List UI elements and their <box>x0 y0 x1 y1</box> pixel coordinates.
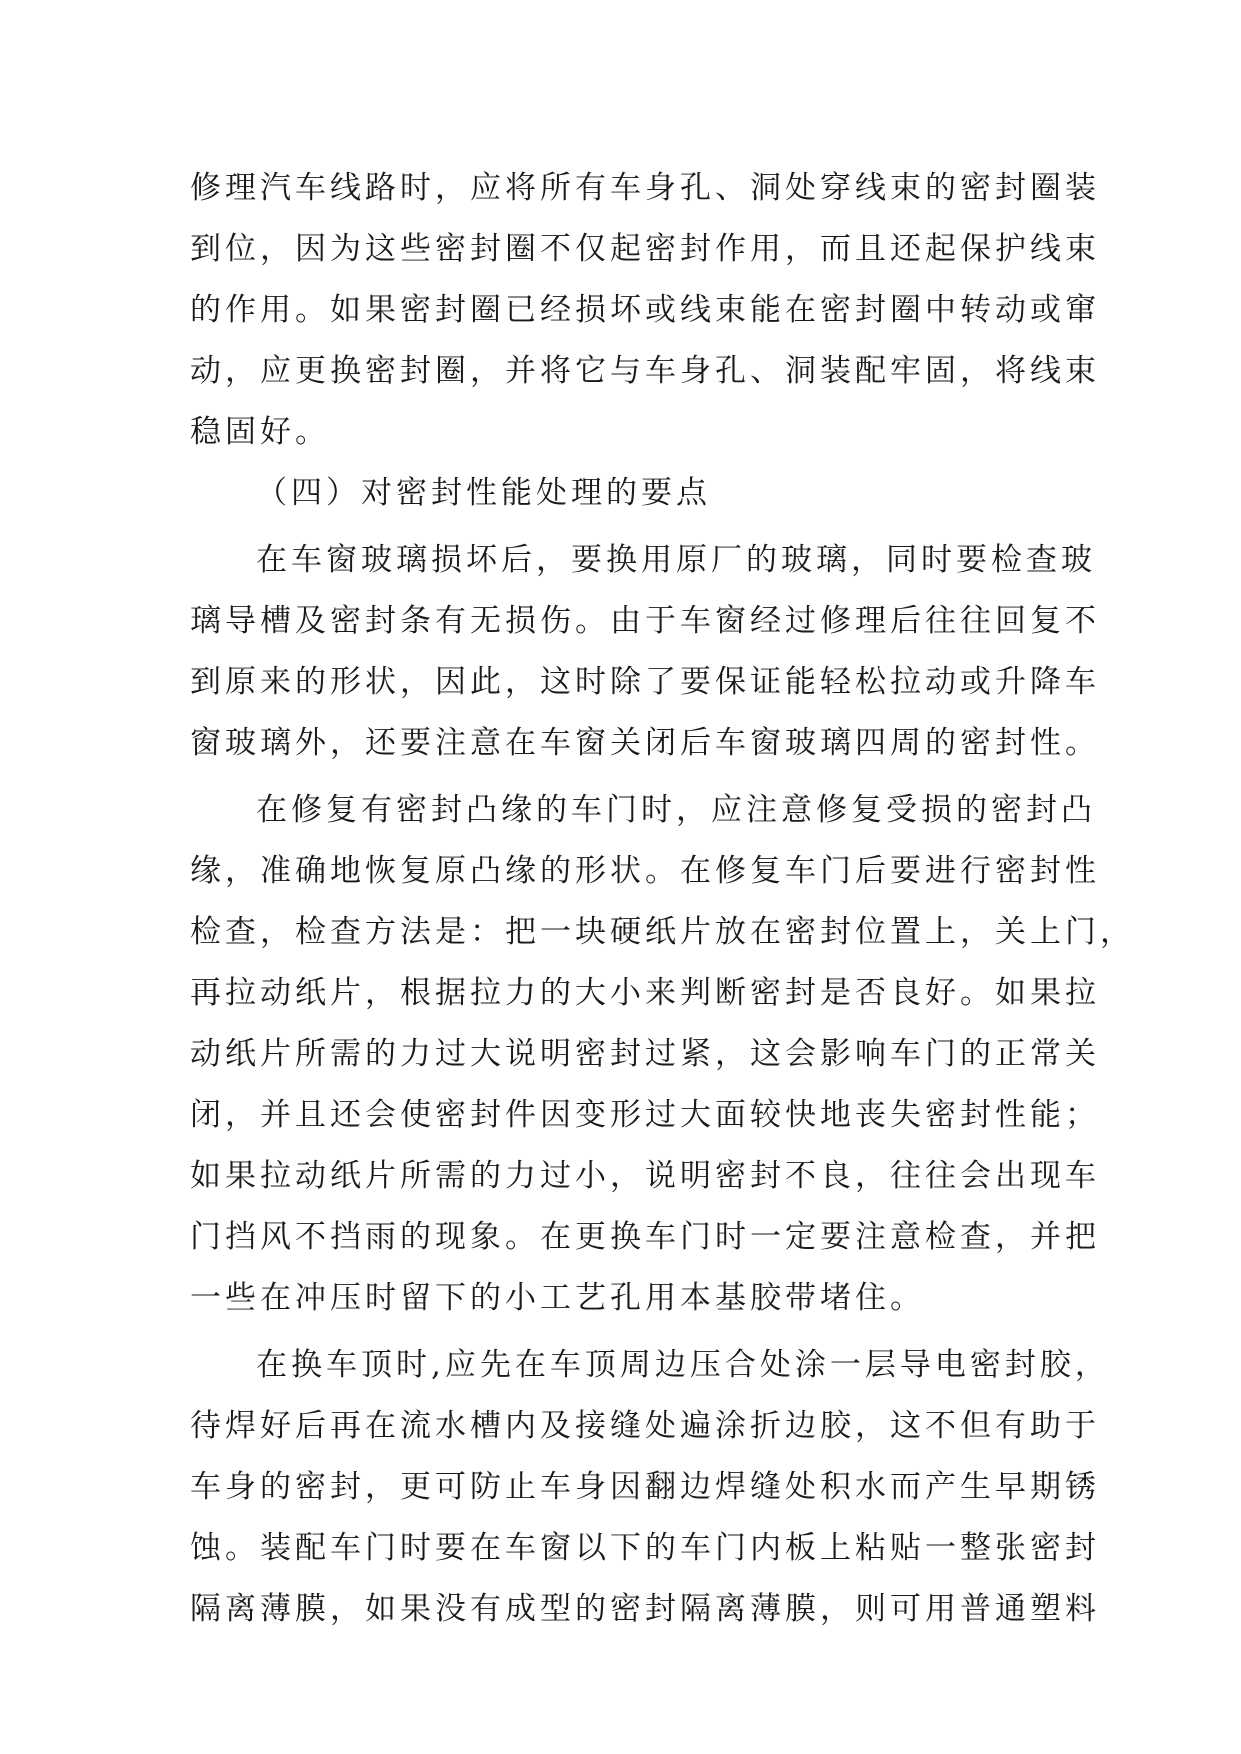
paragraph-1-line-5: 稳固好。 <box>190 414 330 450</box>
paragraph-1-line-2: 到位，因为这些密封圈不仅起密封作用，而且还起保护线束 <box>190 231 1100 267</box>
paragraph-2-line-1: 在车窗玻璃损坏后，要换用原厂的玻璃，同时要检查玻 <box>256 542 1096 578</box>
paragraph-3-line-3: 检查，检查方法是：把一块硬纸片放在密封位置上，关上门， <box>190 914 1135 950</box>
paragraph-3-line-4: 再拉动纸片，根据拉力的大小来判断密封是否良好。如果拉 <box>190 975 1100 1011</box>
paragraph-3-line-7: 如果拉动纸片所需的力过小，说明密封不良，往往会出现车 <box>190 1158 1100 1194</box>
paragraph-4-line-2: 待焊好后再在流水槽内及接缝处遍涂折边胶，这不但有助于 <box>190 1408 1100 1444</box>
paragraph-4-line-3: 车身的密封，更可防止车身因翻边焊缝处积水而产生早期锈 <box>190 1469 1100 1505</box>
paragraph-1-line-1: 修理汽车线路时，应将所有车身孔、洞处穿线束的密封圈装 <box>190 170 1100 206</box>
paragraph-2-line-2: 璃导槽及密封条有无损伤。由于车窗经过修理后往往回复不 <box>190 603 1100 639</box>
paragraph-3-line-2: 缘，准确地恢复原凸缘的形状。在修复车门后要进行密封性 <box>190 853 1100 889</box>
paragraph-4-line-4: 蚀。装配车门时要在车窗以下的车门内板上粘贴一整张密封 <box>190 1530 1100 1566</box>
paragraph-4-line-1: 在换车顶时,应先在车顶周边压合处涂一层导电密封胶， <box>256 1347 1110 1383</box>
paragraph-3-line-8: 门挡风不挡雨的现象。在更换车门时一定要注意检查，并把 <box>190 1219 1100 1255</box>
section-heading: （四）对密封性能处理的要点 <box>256 475 711 511</box>
paragraph-1-line-4: 动，应更换密封圈，并将它与车身孔、洞装配牢固，将线束 <box>190 353 1100 389</box>
paragraph-3-line-5: 动纸片所需的力过大说明密封过紧，这会影响车门的正常关 <box>190 1036 1100 1072</box>
document-body <box>190 158 1135 1640</box>
paragraph-1-line-3: 的作用。如果密封圈已经损坏或线束能在密封圈中转动或窜 <box>190 292 1100 328</box>
paragraph-3-line-6: 闭，并且还会使密封件因变形过大面较快地丧失密封性能； <box>190 1097 1100 1133</box>
paragraph-4-line-5: 隔离薄膜，如果没有成型的密封隔离薄膜，则可用普通塑料 <box>190 1591 1100 1627</box>
paragraph-3-line-9: 一些在冲压时留下的小工艺孔用本基胶带堵住。 <box>190 1280 925 1316</box>
paragraph-2-line-4: 窗玻璃外，还要注意在车窗关闭后车窗玻璃四周的密封性。 <box>190 725 1100 761</box>
paragraph-2-line-3: 到原来的形状，因此，这时除了要保证能轻松拉动或升降车 <box>190 664 1100 700</box>
paragraph-3-line-1: 在修复有密封凸缘的车门时，应注意修复受损的密封凸 <box>256 792 1096 828</box>
